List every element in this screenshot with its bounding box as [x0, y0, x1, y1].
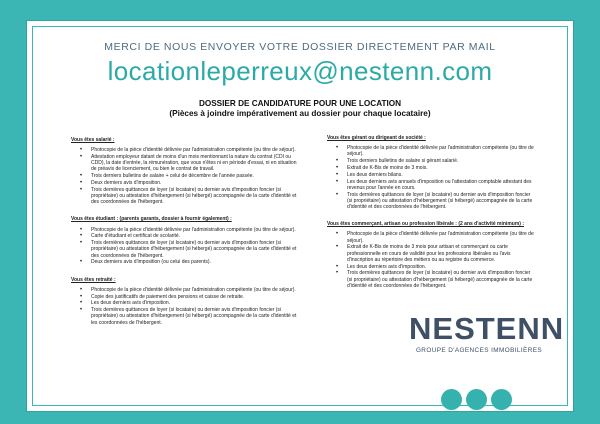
brand-name: NESTENN: [409, 311, 565, 346]
right-column: [327, 135, 537, 300]
brand-dot: [466, 389, 487, 410]
requirement-item: • Trois dernières quittances de loyer (si locataire) ou dernier avis d'imposition foncier (si propriétaire) ou attestation d'hébergement (si hébergé) accompagnée de la carte d'identité et les coordonnées de l'hébergent.: [80, 307, 301, 326]
requirement-item: • Trois derniers bulletins de salaire si gérant salarié.: [336, 158, 537, 164]
requirement-item: • Copie des justificatifs de paiement des pensions et caisse de retraite.: [80, 294, 301, 300]
contact-email[interactable]: locationleperreux@nestenn.com: [107, 56, 493, 86]
requirement-item: • Trois dernières quittances de loyer (si locataire) ou dernier avis d'imposition foncier (si propriétaire) ou attestation d'hébergement (si hébergé) accompagnée de la carte d'identité et des coordonnées de l'hébergent.: [336, 270, 537, 289]
section-title: Vous êtes retraité :: [71, 276, 116, 283]
document-subtitle: (Pièces à joindre impérativement au dossier pour chaque locataire): [169, 109, 431, 118]
section-title: Vous êtes étudiant : (parents garants, dossier à fournir également) :: [71, 216, 232, 223]
requirement-item: • Les deux derniers bilans.: [336, 172, 537, 178]
requirement-item: • Photocopie de la pièce d'identité délivrée par l'administration compétente (ou titre de séjour).: [80, 147, 301, 153]
left-column: [71, 137, 301, 337]
requirements-list: [327, 231, 537, 289]
requirements-section: [327, 221, 537, 289]
section-title: Vous êtes gérant ou dirigeant de société :: [327, 135, 426, 141]
requirement-item: • Les deux derniers avis annuels d'imposition ou l'attestation comptable attestant des revenus pour l'année en cours.: [336, 179, 537, 191]
requirement-item: • Trois dernières quittances de loyer (si locataire) ou dernier avis d'imposition foncier (si propriétaire) ou attestation d'hébergement (si hébergé) accompagnée de la carte d'identité et des coordonnées de l'hébergent.: [80, 187, 301, 206]
brand-dots: [441, 389, 512, 410]
requirement-item: • Carte d'étudiant et certificat de scolarité.: [80, 233, 301, 239]
requirements-section: [71, 137, 301, 205]
requirement-item: • Deux derniers avis d'imposition (ou celui des parents).: [80, 259, 301, 265]
requirements-section: [71, 216, 301, 265]
section-title: Vous êtes commerçant, artisan ou profession libérale : (2 ans d'activité minimum) :: [327, 221, 524, 228]
requirements-list: [71, 227, 301, 266]
requirement-item: • Les deux derniers avis d'imposition.: [336, 264, 537, 270]
requirements-section: [71, 277, 301, 326]
requirement-item: • Extrait de K-Bis de moins de 3 mois pour artisan et commerçant ou carte professionnelle en cours de validité pour les professions libérales ou l'avis d'inscription au répertoire des métiers ou au registre du commerce.: [336, 244, 537, 263]
requirements-section: [327, 135, 537, 210]
requirement-item: • Photocopie de la pièce d'identité délivrée par l'administration compétente (ou titre de séjour).: [336, 145, 537, 157]
requirements-list: [327, 145, 537, 210]
requirement-item: • Trois derniers bulletins de salaire + celui de décembre de l'année passée.: [80, 173, 301, 179]
brand-tagline: GROUPE D'AGENCES IMMOBILIÈRES: [415, 347, 543, 354]
mail-instruction: MERCI DE NOUS ENVOYER VOTRE DOSSIER DIRECTEMENT PAR MAIL: [104, 41, 496, 53]
brand-logo: [409, 311, 565, 354]
brand-dot: [491, 389, 512, 410]
requirements-list: [71, 287, 301, 326]
requirement-item: • Photocopie de la pièce d'identité délivrée par l'administration compétente (ou titre de séjour).: [80, 287, 301, 293]
requirement-item: • Trois dernières quittances de loyer (si locataire) ou dernier avis d'imposition foncier (si propriétaire) ou attestation d'hébergement (si hébergé) accompagnée de la carte d'identité et des coordonnées de l'hébergent.: [336, 192, 537, 211]
requirement-item: • Photocopie de la pièce d'identité délivrée par l'administration compétente (ou titre de séjour).: [336, 231, 537, 243]
document-sheet: [26, 20, 574, 412]
document-title: DOSSIER DE CANDIDATURE POUR UNE LOCATION: [198, 99, 402, 108]
section-title: Vous êtes salarié :: [71, 137, 115, 143]
brand-dot: [441, 389, 462, 410]
requirements-list: [71, 147, 301, 205]
requirement-item: • Trois dernières quittances de loyer (si locataire) ou dernier avis d'imposition foncier (si propriétaire) ou attestation d'hébergement (si hébergé) accompagnée de la carte d'identité et des coordonnées de l'hébergent.: [80, 240, 301, 259]
requirement-item: • Extrait de K-Bis de moins de 3 mois.: [336, 165, 537, 171]
requirement-item: • Attestation employeur datant de moins d'un mois mentionnant la nature du contrat (CDI ou CDD), la date d'entrée, la rémunération, que vous n'êtes ni en période d'essai, ni en situation de préavis de licenciement, ou bien le contrat de travail.: [80, 154, 301, 173]
requirement-item: • Les deux derniers avis d'imposition.: [80, 300, 301, 306]
requirement-item: • Deux derniers avis d'imposition.: [80, 180, 301, 186]
requirement-item: • Photocopie de la pièce d'identité délivrée par l'administration compétente (ou titre de séjour).: [80, 227, 301, 233]
